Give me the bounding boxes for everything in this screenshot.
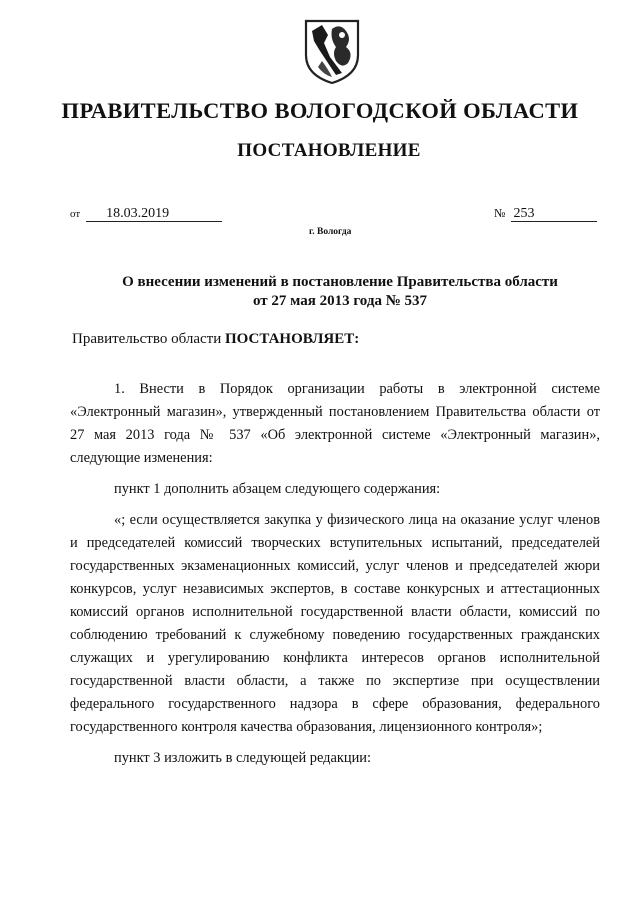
document-subject bbox=[0, 273, 640, 311]
document-body bbox=[70, 378, 600, 778]
resolve-line bbox=[72, 331, 359, 348]
subject-line-1: О внесении изменений в постановление Правительства области bbox=[122, 274, 558, 290]
paragraph-1: 1. Внести в Порядок организации работы в электронной системе «Электронный магазин», утвержденный постановлением Правительства области от 27 мая 2013 года № 537 «Об электронной системе «Электронный магазин», следующие изменения: bbox=[70, 381, 600, 466]
paragraph-2: пункт 1 дополнить абзацем следующего содержания: bbox=[114, 481, 441, 497]
date-label: от bbox=[70, 208, 81, 220]
resolve-verb: ПОСТАНОВЛЯЕТ: bbox=[224, 331, 360, 347]
paragraph-4: пункт 3 изложить в следующей редакции: bbox=[114, 750, 371, 766]
number-label: № bbox=[494, 206, 506, 220]
paragraph-3: «; если осуществляется закупка у физического лица на оказание услуг членов и председателей комиссий творческих вступительных испытаний, председателей государственных экзаменационных комиссий, услуг членов и председателей жюри конкурсов, услуг независимых экспертов, в составе конкурсных и аттестационных комиссий органов исполнительной государственной власти области, комиссий по соблюдению требований к служебному поведению государственных гражданских служащих и урегулированию конфликта интересов органов исполнительной государственной власти области, а также по экспертизе при осуществлении федерального государственного надзора в сфере образования, федерального государственного контроля качества образования, лицензионного контроля»; bbox=[70, 512, 600, 735]
date-value: 18.03.2019 bbox=[86, 206, 222, 222]
city: г. Вологда bbox=[309, 227, 352, 237]
date-field bbox=[70, 206, 222, 222]
number-value: 253 bbox=[511, 206, 597, 222]
resolve-prefix: Правительство области bbox=[72, 331, 222, 347]
subject-line-2: от 27 мая 2013 года № 537 bbox=[252, 293, 428, 309]
number-field bbox=[494, 206, 597, 222]
vologda-coat-of-arms-icon bbox=[302, 17, 362, 85]
government-title: ПРАВИТЕЛЬСТВО ВОЛОГОДСКОЙ ОБЛАСТИ bbox=[61, 98, 579, 123]
document-type: ПОСТАНОВЛЕНИЕ bbox=[237, 140, 421, 161]
